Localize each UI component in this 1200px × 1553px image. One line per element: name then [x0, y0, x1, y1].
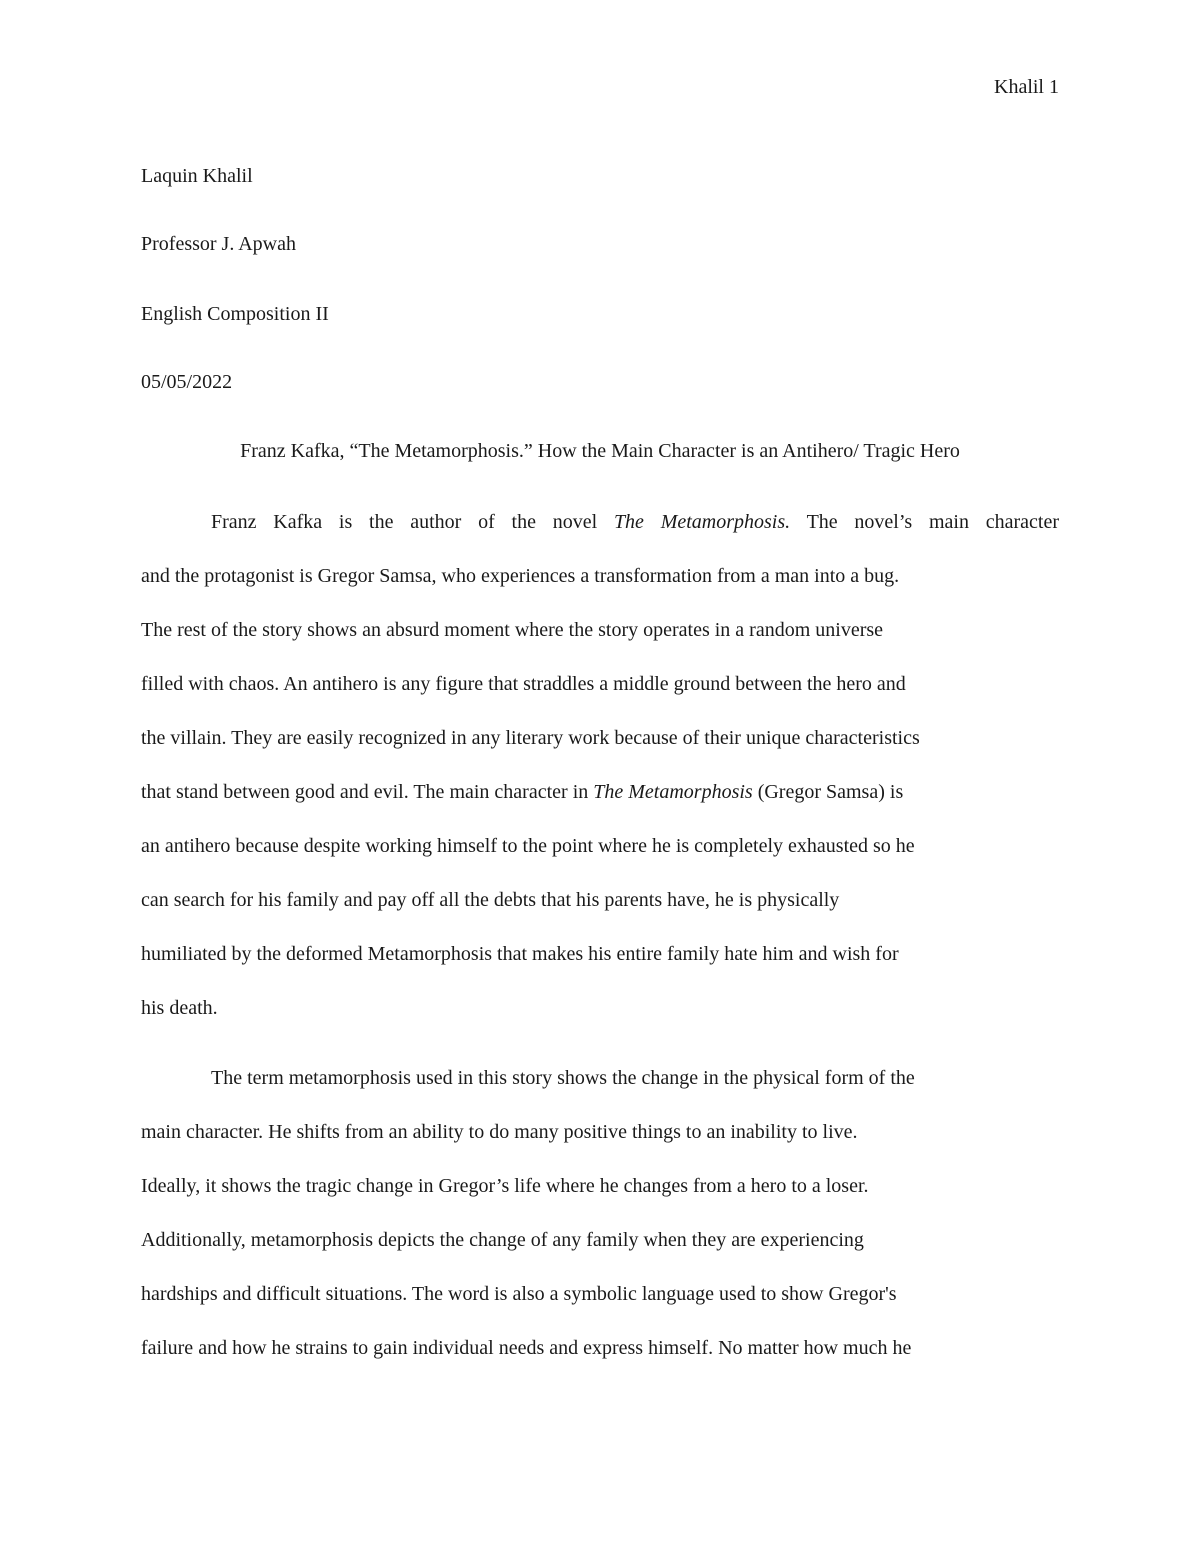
paragraph-2-line: main character. He shifts from an ability to do many positive things to an inability to live.: [141, 1121, 858, 1143]
paragraph-1-line: humiliated by the deformed Metamorphosis that makes his entire family hate him and wish for: [141, 943, 899, 965]
paragraph-1-line: his death.: [141, 997, 218, 1019]
paragraph-2-line: The term metamorphosis used in this story shows the change in the physical form of the: [211, 1067, 915, 1089]
running-head: Khalil 1: [994, 76, 1059, 98]
paragraph-1-line: filled with chaos. An antihero is any figure that straddles a middle ground between the hero and: [141, 673, 906, 695]
paragraph-2-line: Additionally, metamorphosis depicts the change of any family when they are experiencing: [141, 1229, 864, 1251]
essay-title: Franz Kafka, “The Metamorphosis.” How the Main Character is an Antihero/ Tragic Hero: [240, 440, 960, 462]
paragraph-2-line: failure and how he strains to gain individual needs and express himself. No matter how much he: [141, 1337, 912, 1359]
author-name: Laquin Khalil: [141, 165, 253, 187]
paragraph-1-line: that stand between good and evil. The main character in The Metamorphosis (Gregor Samsa) is: [141, 781, 904, 803]
book-title: The Metamorphosis.: [613, 511, 791, 533]
paragraph-1-line: and the protagonist is Gregor Samsa, who experiences a transformation from a man into a bug.: [141, 565, 900, 587]
paragraph-1-line: Franz Kafka is the author of the novel The Metamorphosis. The novel’s main character: [211, 511, 1059, 533]
date: 05/05/2022: [141, 371, 233, 393]
paragraph-2-line: hardships and difficult situations. The word is also a symbolic language used to show Gregor's: [141, 1283, 897, 1305]
paragraph-1-line: can search for his family and pay off all the debts that his parents have, he is physically: [141, 889, 840, 911]
course-name: English Composition II: [141, 303, 329, 325]
paragraph-2-line: Ideally, it shows the tragic change in Gregor’s life where he changes from a hero to a loser.: [141, 1175, 869, 1197]
book-title: The Metamorphosis: [593, 781, 753, 803]
paragraph-1-line: an antihero because despite working himself to the point where he is completely exhausted so he: [141, 835, 915, 857]
paragraph-1-line: the villain. They are easily recognized in any literary work because of their unique characteristics: [141, 727, 920, 749]
paragraph-1-line: The rest of the story shows an absurd moment where the story operates in a random universe: [141, 619, 884, 641]
instructor-name: Professor J. Apwah: [141, 233, 296, 255]
